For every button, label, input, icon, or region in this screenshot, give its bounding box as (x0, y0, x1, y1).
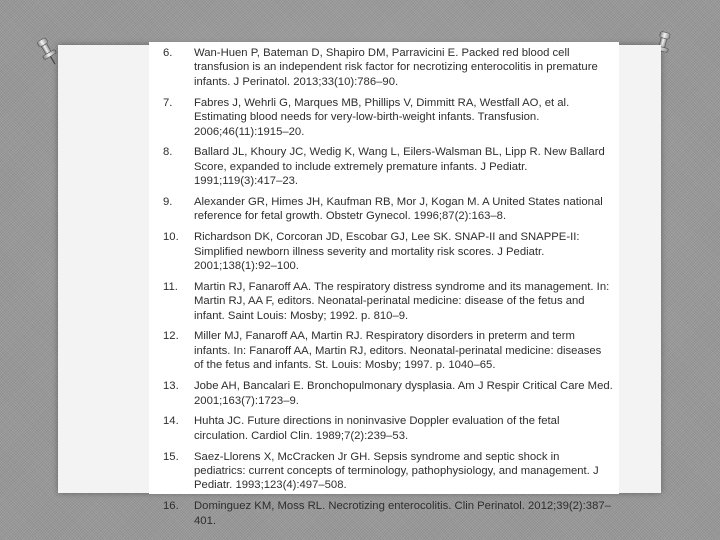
reference-text: Martin RJ, Fanaroff AA. The respiratory distress syndrome and its management. In: Martin RJ, AA F, editors. Neonatal-perinatal medicine: disease of the fetus and infant. Saint Louis: Mosby; 1992. p. 810–9. (194, 280, 610, 322)
reference-item (149, 96, 619, 139)
reference-item (149, 230, 619, 273)
reference-number: 6. (163, 47, 173, 59)
reference-text: Alexander GR, Himes JH, Kaufman RB, Mor J, Kogan M. A United States national reference for fetal growth. Obstetr Gynecol. 1996;87(2):163–8. (194, 195, 603, 223)
reference-text: Richardson DK, Corcoran JD, Escobar GJ, Lee SK. SNAP-II and SNAPPE-II: Simplified newborn illness severity and mortality risk scores. J Pediatr. 2001;138(1):92–100. (194, 231, 580, 273)
reference-item (149, 329, 619, 372)
reference-list (149, 46, 619, 534)
reference-number: 7. (163, 96, 173, 109)
reference-text: Dominguez KM, Moss RL. Necrotizing enterocolitis. Clin Perinatol. 2012;39(2):387–401. (194, 500, 611, 527)
reference-text: Fabres J, Wehrli G, Marques MB, Phillips V, Dimmitt RA, Westfall AO, et al. Estimating blood needs for very-low-birth-weight infants. Transfusion. 2006;46(11):1915–20. (194, 96, 570, 138)
pushpin-left-icon (36, 36, 60, 68)
reference-item (149, 379, 619, 408)
reference-number: 10. (163, 231, 179, 244)
reference-text: Jobe AH, Bancalari E. Bronchopulmonary dysplasia. Am J Respir Critical Care Med. 2001;163(7):1723–9. (194, 380, 613, 407)
reference-number: 11. (163, 280, 178, 293)
document-page (149, 42, 619, 527)
reference-text: Miller MJ, Fanaroff AA, Martin RJ. Respiratory disorders in preterm and term infants. In: Fanaroff AA, Martin RJ, editors. Neonatal-perinatal medicine: diseases of the fetus and infants. St. Louis: Mosby; 1997. p. 1040–65. (194, 330, 602, 372)
reference-number: 15. (163, 450, 179, 463)
reference-number: 16. (163, 500, 179, 513)
reference-item (149, 499, 619, 528)
reference-item (149, 450, 619, 493)
reference-number: 13. (163, 380, 179, 393)
reference-text: Huhta JC. Future directions in noninvasive Doppler evaluation of the fetal circulation. Cardiol Clin. 1989;7(2):239–53. (194, 415, 560, 442)
reference-item (149, 414, 619, 443)
reference-item (149, 195, 619, 224)
reference-text: Saez-Llorens X, McCracken Jr GH. Sepsis syndrome and septic shock in pediatrics: current concepts of terminology, pathophysiology, and management. J Pediatr. 1993;123(4):497–508. (194, 450, 599, 492)
reference-number: 12. (163, 330, 179, 343)
reference-text: Ballard JL, Khoury JC, Wedig K, Wang L, Eilers-Walsman BL, Lipp R. New Ballard Score, expanded to include extremely premature infants. J Pediatr. 1991;119(3):417–23. (194, 146, 605, 188)
reference-item (149, 145, 619, 188)
reference-item (149, 280, 619, 323)
reference-item (149, 46, 619, 89)
reference-number: 9. (163, 195, 173, 208)
reference-number: 14. (163, 415, 179, 428)
reference-number: 8. (163, 146, 173, 159)
reference-text: Wan-Huen P, Bateman D, Shapiro DM, Parravicini E. Packed red blood cell transfusion is an independent risk factor for necrotizing enterocolitis in premature infants. J Perinatol. 2013;33(10):786–90. (194, 47, 598, 88)
